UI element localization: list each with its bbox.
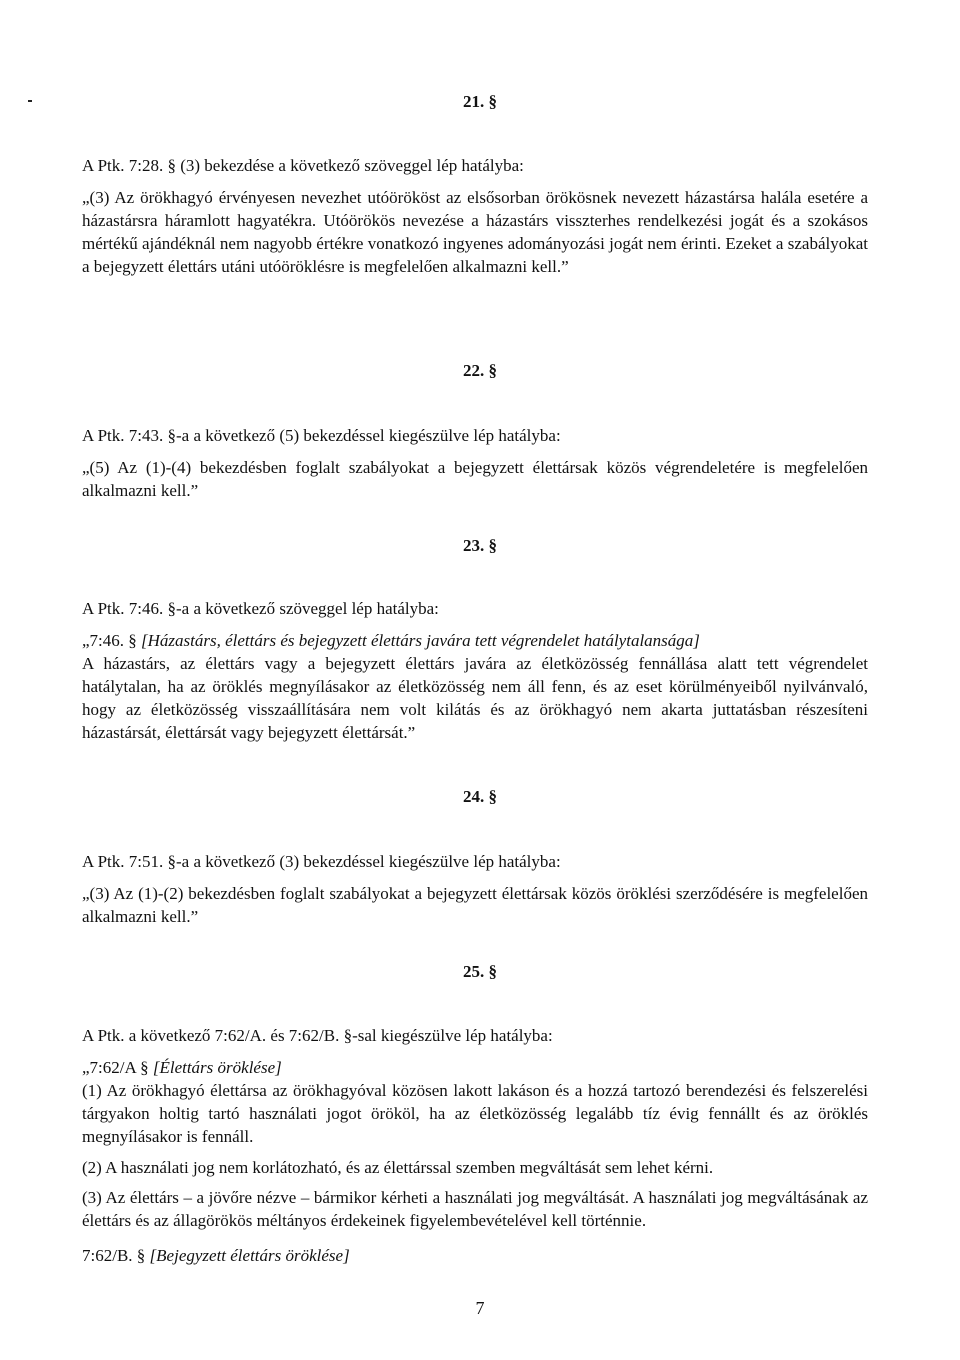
section-intro-21: A Ptk. 7:28. § (3) bekezdése a következő szöveggel lép hatályba:	[82, 156, 524, 175]
paragraph-3: (3) Az élettárs – a jövőre nézve – bármikor kérheti a használati jog megváltását. A használati jog megváltásának az élettárs és az állagörökös méltányos érdekeinek figyelembevételével kell történnie.	[82, 1188, 868, 1230]
section-heading-24: 24. §	[463, 787, 497, 806]
section-body-23: A házastárs, az élettárs vagy a bejegyzett élettárs javára az életközösség fennállása alatt tett végrendelet hatálytalan, ha az öröklés megnyílásakor az életközösség nem áll fenn, és az eset körülményeiből nyilvánvaló, hogy az életközösség visszaállítására nem volt kilátás és az örökhagyó nem akarta juttatásban részesíteni házastársát, élettársát vagy bejegyzett élettársát.”	[82, 654, 868, 742]
section-heading-23: 23. §	[463, 536, 497, 555]
section-subtitle-23	[82, 629, 868, 652]
section-intro-25: A Ptk. a következő 7:62/A. és 7:62/B. §-sal kiegészülve lép hatályba:	[82, 1026, 553, 1045]
subtitle-prefix: „7:62/A §	[82, 1058, 153, 1077]
section-heading-22: 22. §	[463, 361, 497, 380]
section-subtitle-7-62-b	[82, 1244, 868, 1267]
paragraph-1: (1) Az örökhagyó élettársa az örökhagyóval közösen lakott lakáson és a hozzá tartozó berendezési és felszerelési tárgyakon holtig tartó használati jogot örököl, ha az életközösség legalább tíz évig fennállt és az öröklés megnyílásakor is fennáll.	[82, 1081, 868, 1146]
section-heading-25: 25. §	[463, 962, 497, 981]
subtitle-title: [Bejegyzett élettárs öröklése]	[149, 1246, 350, 1265]
section-intro-24: A Ptk. 7:51. §-a a következő (3) bekezdéssel kiegészülve lép hatályba:	[82, 852, 561, 871]
subtitle-prefix: 7:62/B. §	[82, 1246, 150, 1265]
section-body-24: „(3) Az (1)-(2) bekezdésben foglalt szabályokat a bejegyzett élettársak közös öröklési szerződésére is megfelelően alkalmazni kell.”	[82, 884, 868, 926]
paragraph-2: (2) A használati jog nem korlátozható, és az élettárssal szemben megváltását sem lehet kérni.	[82, 1158, 714, 1177]
section-subtitle-7-62-a	[82, 1056, 868, 1079]
section-heading-21: 21. §	[463, 92, 497, 111]
subtitle-title: [Házastárs, élettárs és bejegyzett élettárs javára tett végrendelet hatálytalansága]	[141, 631, 700, 650]
subtitle-prefix: „7:46. §	[82, 631, 142, 650]
subtitle-title: [Élettárs öröklése]	[152, 1058, 282, 1077]
section-intro-23: A Ptk. 7:46. §-a a következő szöveggel lép hatályba:	[82, 599, 439, 618]
section-body-21: „(3) Az örökhagyó érvényesen nevezhet utóörököst az elsősorban örökösnek nevezett házastársa halála esetére a házastársra háramlott hagyatékra. Utóörökös nevezése a házastárs visszterhes rendelkezési jogát és a szokásos mértékű ajándéknál nem nagyobb értékre vonatkozó ingyenes adományozási jogát nem érinti. Ezeket a szabályokat a bejegyzett élettárs utáni utóöröklésre is megfelelően alkalmazni kell.”	[82, 188, 868, 276]
page-number: 7	[475, 1298, 485, 1318]
section-body-22: „(5) Az (1)-(4) bekezdésben foglalt szabályokat a bejegyzett élettársak közös végrendeletére is megfelelően alkalmazni kell.”	[82, 458, 868, 500]
section-intro-22: A Ptk. 7:43. §-a a következő (5) bekezdéssel kiegészülve lép hatályba:	[82, 426, 561, 445]
